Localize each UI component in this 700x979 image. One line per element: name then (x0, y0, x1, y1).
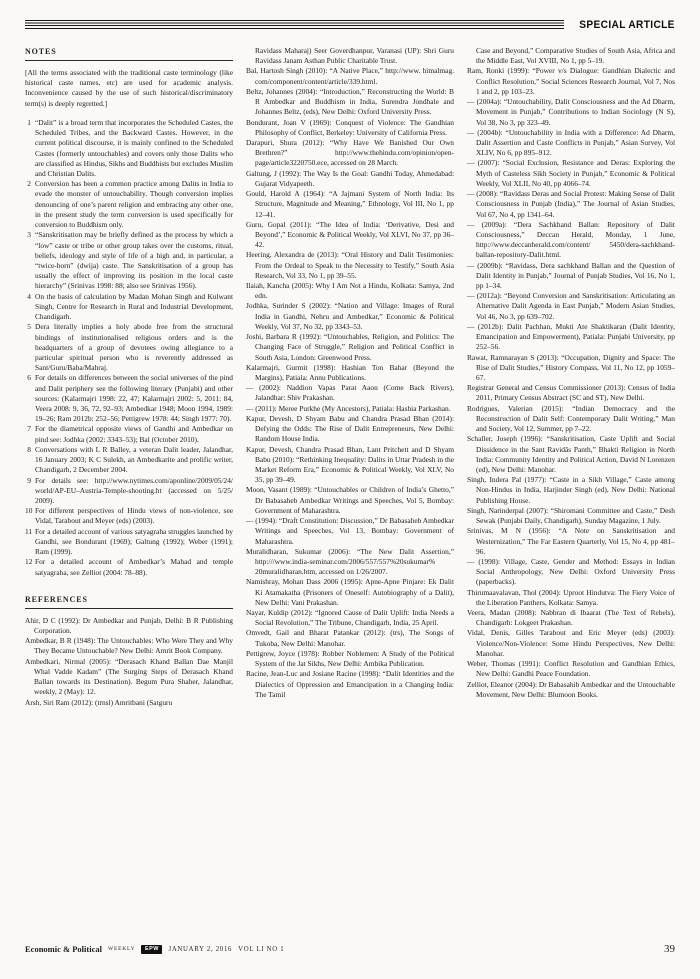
reference-entry: Jodhka, Surinder S (2002): “Nation and Village: Images of Rural India in Gandhi, Nehru and Ambedkar,” Economic & Political Weekly, Vol 37, No 32, pp 3343–53. (246, 301, 454, 331)
reference-entry: Registrar General and Census Commissioner (2013): Census of India 2011, Primary Census Abstract (SC and ST), New Delhi. (467, 383, 675, 403)
reference-continuation: Ravidass Maharaj) Seer Goverdhanpur, Varanasi (UP): Shri Guru Ravidass Janam Asthan Public Charitable Trust. (255, 46, 454, 66)
reference-entry: Heering, Alexandra de (2013): “Oral History and Dalit Testimonies: From the Ordeal to Speak to the Necessity to Testify,” South Asia Research, Vol 33, No 1, pp 39–55. (246, 250, 454, 280)
reference-entry: Nayar, Kuldip (2012): “Ignored Cause of Dalit Uplift: India Needs a Social Revolution,” The Tribune, Chandigarh, India, 25 April. (246, 608, 454, 628)
note-text: For details on differences between the social universes of the pind and Dalit periphery see the following literary (Punjabi) and other sources: (Kalarmajri 1998: 22, 47; Kalarmajri 2002: 5, 2011: 84, Veera 2008: 9, 36, 72, 92–93; Ambedkar 1948; Moon 1994, 1989: 19–26; Ram 2012b: 252–56; Pettigrew 1978: 44; Singh 1977: 70). (35, 373, 233, 424)
note-text: On the basis of calculation by Madan Mohan Singh and Kulwant Singh, Centre for Research in Rural and Industrial Development, Chandigarh. (35, 291, 233, 322)
note-number: 3 (27, 230, 31, 240)
reference-entry: Kapur, Devesh, D Shyam Babu and Chandra Prasad Bhan (2014): Defying the Odds: The Rise of Dalit Entrepreneurs, New Delhi: Random House India. (246, 413, 454, 444)
notes-list (25, 118, 233, 578)
column-3 (467, 46, 675, 934)
note-number: 10 (25, 506, 33, 516)
note-number: 5 (27, 322, 31, 332)
epw-logo: EPW (141, 945, 162, 954)
page-number: 39 (664, 943, 675, 955)
note-text: For the diametrical opposite views of Gandhi and Ambedkar on pind see: Jodhka (2002: 3343–53); Bal (October 2010). (35, 424, 233, 444)
notes-heading: NOTES (25, 46, 233, 61)
reference-entry: Vidal, Denis, Gilles Tarabout and Eric Meyer (eds) (2003): Violence/Non-Violence: Some Hindu Perspectives, New Delhi: Manohar. (467, 628, 675, 658)
reference-entry: Beltz, Johannes (2004): “Introduction,” Reconstructing the World: B R Ambedkar and Buddhism in India, Surendra Jondhale and Johannes Beltz, (eds), New Delhi: Oxford University Press. (246, 86, 454, 117)
reference-entry: — (2008): “Ravidass Deras and Social Protest: Making Sense of Dalit Consciousness in Punjab (India),” The Journal of Asian Studies, Vol 67, No 4, pp 1341–64. (467, 189, 675, 219)
reference-entry: — (2009a): “Dera Sachkhand Ballan: Repository of Dalit Consciousness,” Deccan Herald, Monday, 1 June, http://www.deccanherald.com/content/ 5450/dera-sachkhand-ballan-repository-Dalit.html. (467, 219, 675, 260)
note-number: 12 (25, 557, 33, 567)
reference-entry: Namishray, Mohan Dass 2006 (1995): Apne-Apne Pinjare: Ek Dalit Ki Atamakatha (Prisoners of Oneself: Autobiography of a Dalit), New Delhi: Vani Prakashan. (246, 577, 454, 607)
reference-entry: Singh, Indera Pal (1977): “Caste in a Sikh Village,” Caste among Non-Hindus in India, Harjinder Singh (ed), New Delhi: National Publishing House. (467, 475, 675, 505)
section-label: SPECIAL ARTICLE (579, 18, 675, 31)
reference-entry: Weber, Thomas (1991): Conflict Resolution and Gandhian Ethics, New Delhi: Gandhi Peace Foundation. (467, 659, 675, 679)
page-header (25, 18, 675, 31)
reference-entry: Arsh, Siri Ram (2012): (trnsl) Amritbani (Satguru (25, 697, 173, 707)
notes-preamble: [All the terms associated with the traditional caste terminology (like historical caste names, etc) are used for academic analysis. Inconvenience caused by the use of such historical/discriminatory term(s) is deeply regretted.] (25, 68, 233, 108)
references-heading: REFERENCES (25, 594, 233, 609)
reference-entry: — (2004a): “Untouchability, Dalit Consciousness and the Ad Dharm, Movement in Punjab,” Contributions to Indian Sociology (N S), Vol 38, No 3, pp 323–49. (467, 97, 675, 127)
note-number: 9 (27, 475, 31, 485)
note-item (25, 557, 233, 577)
reference-entry: Zelliot, Eleanor (2004): Dr Babasahib Ambedkar and the Untouchable Movement, New Delhi: Blumoon Books. (467, 679, 675, 699)
reference-entry: — (1998): Village, Caste, Gender and Method: Essays in Indian Social Anthropology, New Delhi: Oxford University Press (paperbacks). (467, 556, 675, 587)
reference-continuation: Case and Beyond,” Comparative Studies of South Asia, Africa and the Middle East, Vol XVIII, No 1, pp 5–19. (476, 46, 675, 66)
note-text: Conversations with L R Balley, a veteran Dalit leader, Jalandhar, 16 January 2003; K C Sulekh, an Ambedkarite and prolific writer, Chandigarh, 2 December 2004. (35, 444, 233, 475)
reference-entry: Moon, Vasant (1989): “Untouchables or Children of India’s Ghetto,” Dr Babasaheb Ambedkar Writings and Speeches, Vol 5, Bombay: Government of Maharashtra. (246, 485, 454, 515)
page-footer (25, 943, 675, 955)
text-columns (25, 46, 675, 934)
footer-journal-info (25, 944, 284, 954)
reference-entry: Ambedkari, Nirmal (2005): “Derasach Khand Ballan Dae Manjil Whal Vadde Kadam” (The Surging Steps of Derasach Khand Ballan towards its Destination). Begum Pura Shaher, Jalandhar, weekly, 2 (May): 12. (25, 656, 233, 697)
reference-entry: Guru, Gopal (2011): “The Idea of India: ‘Derivative, Desi and Beyond’,” Economic & Political Weekly, Vol XLVI, No 37, pp 36–42. (246, 219, 454, 250)
note-text: For a detailed account of various satyagraha struggles launched by Gandhi, see Bondurant (1969); Galtung (1992); Weber (1991); Ram (1999). (35, 526, 233, 557)
note-text: For details see: http://www.nytimes.com/aponline/2009/05/24/ world/AP-EU–Austria-Temple-shooting.ht (accessed on 5/25/ 2009). (35, 475, 233, 505)
reference-entry: Muralidharan, Sukumar (2006): “The New Dalit Assertion,” http:///www.india-seminar.com/2006/557/557%20sukumar% 20muralidharan.htm, accessed on 1/26/2007. (246, 546, 454, 577)
reference-entry: Kapur, Devesh, Chandra Prasad Bhan, Lant Pritchett and D Shyam Babu (2010): “Rethinking Inequality: Dalits in Uttar Pradesh in the Market Reform Era,” Economic & Political Weekly, Vol XLV, No 35, pp 39–49. (246, 444, 454, 485)
references-list-col1 (25, 616, 233, 708)
reference-entry: — (2012b): Dalit Pachhan, Mukti Ate Shaktikaran (Dalit Identity, Emancipation and Empowerment), Patiala: Punjabi University, pp 252–56. (467, 321, 675, 352)
note-number: 6 (27, 373, 31, 383)
note-item (25, 373, 233, 424)
note-number: 1 (27, 117, 31, 127)
note-text: “Sanskritisation may be briefly defined as the process by which a “low” caste or tribe or other group takes over the customs, ritual, beliefs, ideology and style of life of a high and, in particular, a “twice-born” (dwija) caste. The Sanskritisation of a group has usually the effect of improving its position in the local caste hierarchy” (Srinivas 1998: 88; also see Srinivas 1956). (35, 230, 233, 291)
note-number: 8 (27, 444, 31, 454)
reference-entry: Racine, Jean-Luc and Josiane Racine (1998): “Dalit Identities and the Dialectics of Oppression and Emancipation in a Changing India: The Tamil (246, 669, 454, 699)
references-list-col3 (467, 66, 675, 700)
reference-entry: — (2012a): “Beyond Conversion and Sanskritisation: Articulating an Alternative Dalit Agenda in East Punjab,” Modern Asian Studies, Vol 46, No 3, pp 639–702. (467, 291, 675, 321)
note-number: 7 (27, 424, 31, 434)
reference-entry: Omvedt, Gail and Bharat Patankar (2012): (trs), The Songs of Tukoba, New Delhi: Manohar. (246, 628, 454, 648)
note-item (25, 322, 233, 373)
reference-entry: Schaller, Joseph (1996): “Sanskritisation, Caste Uplift and Social Dissidence in the Sant Ravidās Panth,” Bhakti Religion in North India: Community Identity and Political Action, David N Lorenzen (ed), New Delhi: Manohar. (467, 434, 675, 474)
note-text: Dera literally implies a holy abode free from the structural bindings of institutionalised religious orders and is the headquarters of a group of devotees owing allegiance to a particular spiritual person who is reverently addressed as Sant/Guru/Baba/Mahraj. (35, 322, 233, 373)
reference-entry: Bondurant, Joan V (1969): Conquest of Violence: The Gandhian Philosophy of Conflict, Berkeley: University of California Press. (246, 117, 454, 137)
note-text: For a detailed account of Ambedkar’s Mahad and temple satyagraha, see Zelliot (2004: 78–88). (35, 557, 233, 577)
note-number: 4 (27, 291, 31, 301)
reference-entry: Rodrigues, Valerian (2015): “Indian Democracy and the Reconstruction of Dalit Self: Contemporary Dalit Writing,” Man and Society, Vol 12, Summer, pp 7–22. (467, 403, 675, 434)
reference-entry: Srinivas, M N (1956): “A Note on Sanskritisation and Westernization,” The Far Eastern Quarterly, Vol 15, No 4, pp 481–96. (467, 526, 675, 556)
reference-entry: Joshi, Barbara R (1992): “Untouchables, Religion, and Politics: The Changing Face of Struggle,” Religion and Political Conflict in South Asia, London: Greenwood Press. (246, 332, 454, 362)
reference-entry: Veera, Madan (2008): Nabbran di Ibaarat (The Text of Rebels), Chandigarh: Lokgeet Prakashan. (467, 608, 675, 628)
reference-entry: Rawat, Ramnarayan S (2013): “Occupation, Dignity and Space: The Rise of Dalit Studies,” History Compass, Vol 11, No 12, pp 1059–67. (467, 352, 675, 382)
reference-entry: Singh, Narinderpal (2007): “Shiromani Committee and Caste,” Desh Sewak (Punjabi Daily, Chandigarh), Sunday Magazine, 1 July. (467, 505, 675, 526)
note-number: 2 (27, 179, 31, 189)
note-number: 11 (25, 526, 33, 536)
reference-entry: — (2002): Naddion Vapas Parat Aaon (Come Back Rivers), Jalandhar: Shiv Prakashan. (246, 383, 454, 403)
reference-entry: — (2004b): “Untouchability in India with a Difference: Ad Dharm, Dalit Assertion and Caste Conflicts in Punjab,” Asian Survey, Vol XLIV, No 6, pp 895–912. (467, 127, 675, 158)
header-rule-lines (25, 20, 564, 29)
issue-volume: VOL LI NO 1 (238, 945, 285, 953)
note-text: Conversion has been a common practice among Dalits in India to evade the monster of untouchability. Though conversion implies denouncing of one’s parent religion and embracing any other one, in the present study the term conversion is used specifically for conversion to Buddhism only. (35, 179, 233, 230)
note-item (25, 292, 233, 323)
reference-entry: Ahir, D C (1992): Dr Ambedkar and Punjab, Delhi: B R Publishing Corporation. (25, 615, 233, 635)
reference-entry: Ilaiah, Kancha (2005): Why I Am Not a Hindu, Kolkata: Samya, 2nd edn. (246, 281, 454, 301)
reference-entry: — (2009b): “Ravidass, Dera sachkhand Ballan and the Question of Dalit Identity in Punjab,” Journal of Punjab Studies, Vol 16, No 1, pp 1–34. (467, 260, 675, 291)
reference-entry: Galtung, J (1992): The Way Is the Goal: Gandhi Today, Ahmedabad: Gujarat Vidyapeeth. (246, 168, 454, 188)
reference-entry: — (2011): Meree Purkhe (My Ancestors), Patiala: Hashia Parkashan. (246, 403, 451, 413)
note-item (25, 424, 233, 444)
reference-entry: Gould, Harold A (1964): “A Jajmani System of North India: Its Structure, Magnitude and Meaning,” Ethnology, Vol III, No 1, pp 12–41. (246, 189, 454, 219)
reference-entry: — (1994): “Draft Constitution: Discussion,” Dr Babasaheb Ambedkar Writings and Speeches, Vol 13, Bombay: Government of Maharashtra. (246, 516, 454, 546)
note-item (25, 476, 233, 507)
reference-entry: — (2007): “Social Exclusion, Resistance and Deras: Exploring the Myth of Casteless Sikh Society in Punjab,” Economic & Political Weekly, Vol XLII, No 40, pp 4066–74. (467, 158, 675, 188)
reference-entry: Kalarmajri, Gurmit (1998): Hashian Ton Bahar (Beyond the Margins), Patiala: Annu Publications. (246, 362, 454, 382)
note-item (25, 445, 233, 476)
note-text: “Dalit” is a broad term that incorporates the Scheduled Castes, the Scheduled Tribes, and the Backward Castes. However, in the current political discourse, it is mainly confined to the Scheduled Castes (formerly untouchables) and covers only those Dalits who are classified as Hindus, Sikhs and Buddhists but excludes Muslim and Christian Dalits. (35, 117, 233, 178)
issue-date: JANUARY 2, 2016 (168, 945, 233, 953)
column-1 (25, 46, 233, 934)
note-item (25, 230, 233, 291)
note-item (25, 506, 233, 526)
reference-entry: Bal, Hartosh Singh (2010): “A Native Place,” http://www. himalmag. com/component/content/article/339.html. (246, 66, 454, 86)
journal-name: Economic & Political (25, 944, 102, 954)
note-item (25, 118, 233, 179)
column-2 (246, 46, 454, 934)
note-item (25, 527, 233, 558)
note-text: For different perspectives of Hindu views of non-violence, see Vidal, Tarabout and Meyer (eds) (2003). (35, 506, 233, 526)
journal-weekly-label: WEEKLY (107, 946, 136, 952)
reference-entry: Ambedkar, B R (1948): The Untouchables: Who Were They and Why They Became Untouchable? New Delhi: Amrit Book Company. (25, 636, 233, 656)
reference-entry: Thirumaavalavan, Thol (2004): Uproot Hindutva: The Fiery Voice of the Liberation Panthers, Kolkata: Samya. (467, 587, 675, 607)
note-item (25, 179, 233, 230)
references-list-col2 (246, 66, 454, 700)
reference-entry: Ram, Ronki (1999): “Power v/s Dialogue: Gandhian Dialectic and Conflict Resolution,” Social Sciences Research Journal, Vol 7, Nos 1 and 2, pp 103–23. (467, 66, 675, 96)
reference-entry: Pettigrew, Joyce (1978): Robber Noblemen: A Study of the Political System of the Jat Sikhs, New Delhi: Ambika Publication. (246, 648, 454, 669)
reference-entry: Darapuri, Shura (2012): “Why Have We Banished Our Own Brethren?” http://www.thehindu.com/opinion/open-page/article3220750.ece, accessed on 28 March. (246, 137, 454, 168)
